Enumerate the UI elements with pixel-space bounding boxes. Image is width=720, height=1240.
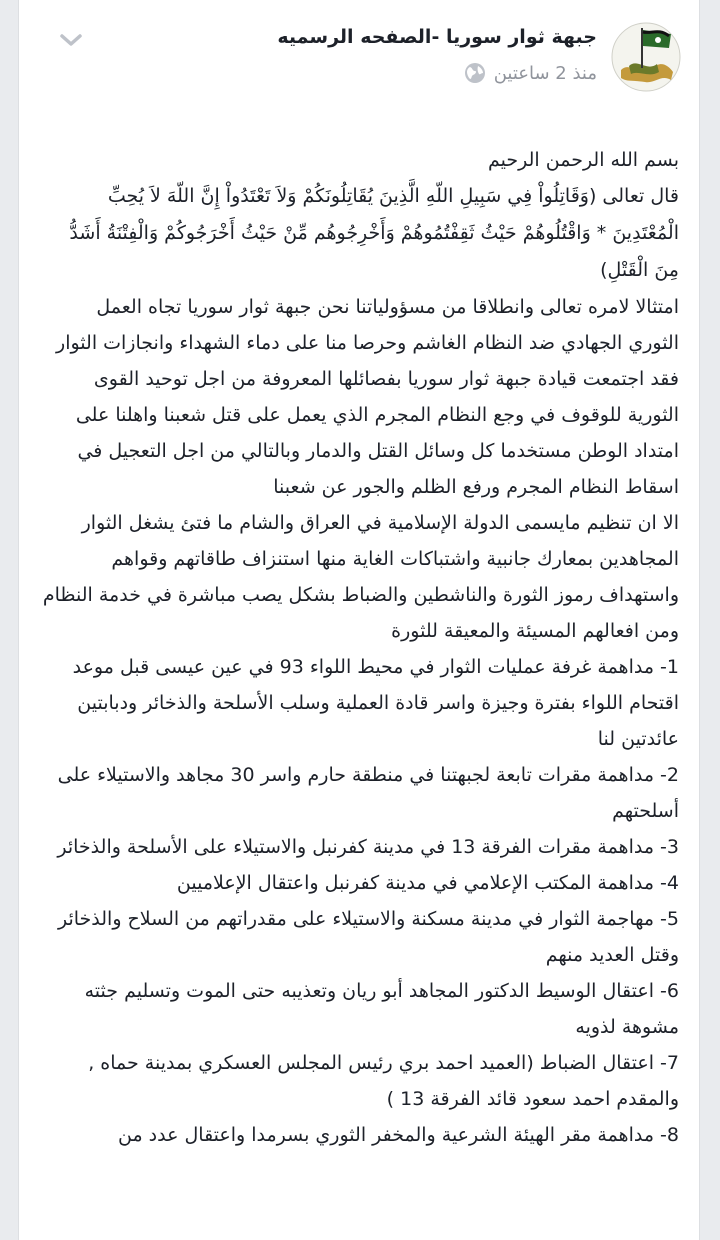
post-paragraph-verse: قال تعالى (وَقَاتِلُواْ فِي سَبِيلِ اللّهِ الَّذِينَ يُقَاتِلُونَكُمْ وَلاَ تَعْتَدُواْ إِنَّ اللّهَ لاَ يُحِبِّ الْمُعْتَدِينَ * وَاقْتُلُوهُمْ حَيْثُ ثَقِفْتُمُوهُمْ وَأَخْرِجُوهُم مِّنْ حَيْثُ أَخْرَجُوكُمْ وَالْفِتْنَةُ أَشَدُّ مِنَ الْقَتْلِ) bbox=[69, 185, 679, 281]
post-list-item-5: 5- مهاجمة الثوار في مدينة مسكنة والاستيلاء على مقدراتهم من السلاح والذخائر وقتل العديد منهم bbox=[57, 908, 679, 966]
globe-icon bbox=[464, 62, 486, 84]
post-list-item-6: 6- اعتقال الوسيط الدكتور المجاهد أبو ريان وتعذيبه حتى الموت وتسليم جثته مشوهة لذويه bbox=[84, 980, 679, 1038]
post-list-item-1: 1- مداهمة غرفة عمليات الثوار في محيط اللواء 93 في عين عيسى قبل موعد اقتحام اللواء بفترة وجيزة واسر قادة العملية وسلب الأسلحة والذخائر ودبابتين عائدتين لنا bbox=[72, 656, 679, 750]
post-list-item-2: 2- مداهمة مقرات تابعة لجبهتنا في منطقة حارم واسر 30 مجاهد والاستيلاء على أسلحتهم bbox=[57, 764, 679, 822]
post-card bbox=[18, 0, 700, 1240]
post-timestamp[interactable]: منذ 2 ساعتين bbox=[493, 62, 597, 84]
post-paragraph-isis: الا ان تنظيم مايسمى الدولة الإسلامية في العراق والشام ما فتئ يشغل الثوار المجاهدين بمعارك جانبية واشتباكات الغاية منها استنزاف طاقاتهم وقواهم واستهداف رموز الثورة والناشطين والضباط بشكل يصب مباشرة في خدمة النظام bbox=[42, 512, 679, 606]
post-list-item-8: 8- مداهمة مقر الهيئة الشرعية والمخفر الثوري بسرمدا واعتقال عدد من bbox=[117, 1124, 679, 1146]
post-list-item-4: 4- مداهمة المكتب الإعلامي في مدينة كفرنبل واعتقال الإعلاميين bbox=[176, 872, 679, 894]
post-paragraph-intro: امتثالا لامره تعالى وانطلاقا من مسؤولياتنا نحن جبهة ثوار سوريا تجاه العمل الثوري الجهادي ضد النظام الغاشم وحرصا منا على دماء الشهداء وانجازات الثوار فقد اجتمعت قيادة جبهة ثوار سوريا بفصائلها المعروفة من اجل توحيد القوى الثورية للوقوف في وجع النظام المجرم الذي يعمل على قتل شعبنا واهلنا على امتداد الوطن مستخدما كل وسائل القتل والدمار وبالتالي من اجل التعجيل في اسقاط النظام المجرم ورفع الظلم والجور عن شعبنا bbox=[56, 296, 679, 498]
chevron-down-icon[interactable] bbox=[59, 30, 83, 50]
post-meta bbox=[464, 62, 597, 84]
post-paragraph-list-heading: ومن افعالهم المسيئة والمعيقة للثورة bbox=[391, 620, 679, 642]
post-list-item-3: 3- مداهمة مقرات الفرقة 13 في مدينة كفرنبل والاستيلاء على الأسلحة والذخائر bbox=[57, 836, 679, 858]
post-header bbox=[19, 0, 699, 110]
post-paragraph-basmala: بسم الله الرحمن الرحيم bbox=[488, 149, 679, 171]
post-list-item-7: 7- اعتقال الضباط (العميد احمد بري رئيس المجلس العسكري بمدينة حماه , والمقدم احمد سعود قائد الفرقة 13 ) bbox=[88, 1052, 679, 1110]
page-avatar[interactable] bbox=[611, 22, 681, 92]
post-body bbox=[41, 142, 679, 1153]
page-name-link[interactable]: جبهة ثوار سوريا -الصفحه الرسميه bbox=[277, 26, 597, 48]
